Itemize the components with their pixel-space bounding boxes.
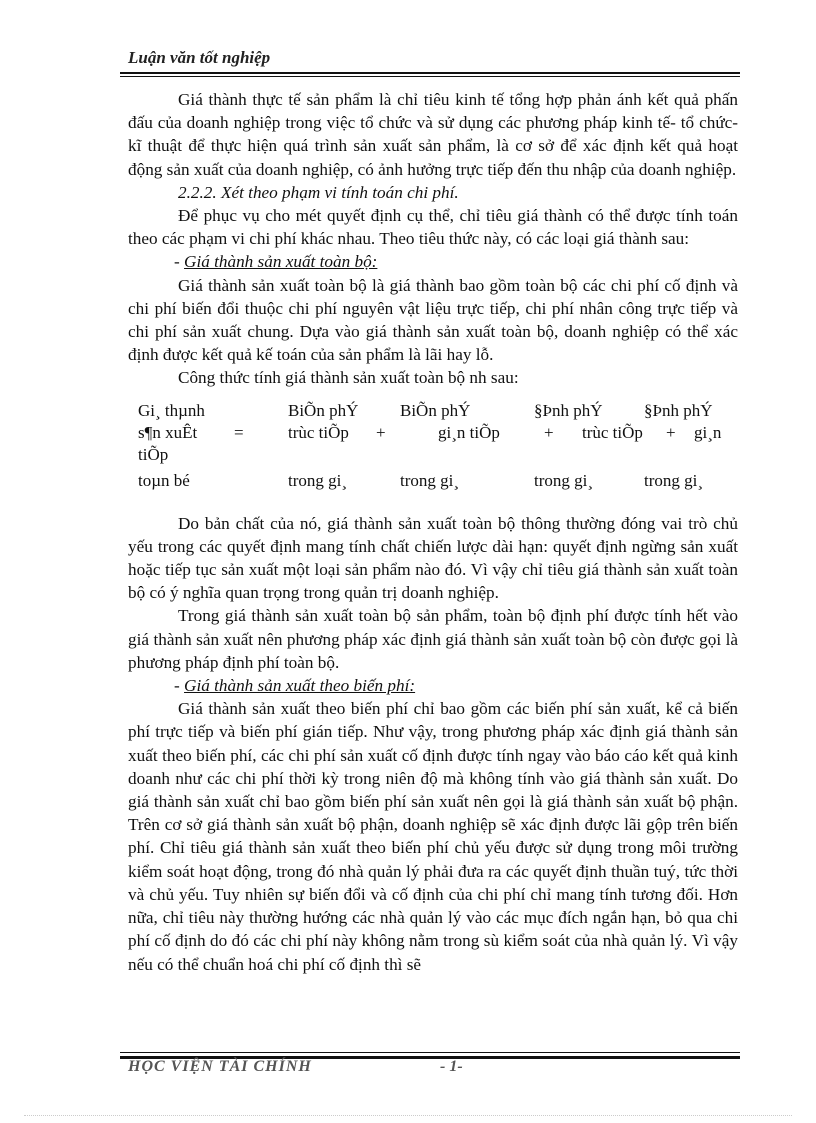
footer-organization: HỌC VIỆN TÀI CHÍNH xyxy=(128,1058,312,1075)
formula-term: trong gi¸ xyxy=(288,470,348,490)
page-edge-dotted-line xyxy=(24,1115,792,1116)
formula-plus: + xyxy=(666,422,676,442)
formula-plus: + xyxy=(376,422,386,442)
formula-term: Gi¸ thµnh xyxy=(138,400,205,420)
paragraph: Để phục vụ cho mét quyết định cụ thể, chỉ tiêu giá thành có thể được tính toán theo các phạm vi chi phí khác nhau. Theo tiêu thức này, có các loại giá thành sau: xyxy=(128,206,738,249)
subheading xyxy=(128,674,738,697)
formula-term: tiÕp xyxy=(138,444,169,464)
formula-term: trong gi¸ xyxy=(644,470,704,490)
formula-term: trong gi¸ xyxy=(400,470,460,490)
formula-term: gi¸n tiÕp xyxy=(438,422,500,442)
paragraph: Giá thành sản xuất theo biến phí chỉ bao gồm các biến phí sản xuất, kể cả biến phí trực tiếp và biến phí gián tiếp. Như vậy, trong phương pháp xác định giá thành sản xuất theo biến phí, các chi phí sản xuất cố định được tính ngay vào báo cáo kết quả kinh doanh như các chi phí thời kỳ trong niên độ mà không tính vào giá thành sản xuất. Do giá thành sản xuất chỉ bao gồm biến phí sản xuất nên gọi là giá thành sản xuất bộ phận. Trên cơ sở giá thành sản xuất bộ phận, doanh nghiệp sẽ xác định được lãi gộp trên biến phí. Chỉ tiêu giá thành sản xuất theo biến phí chủ yếu được sử dụng trong môi trường kiểm soát hoạt động, trong đó nhà quản lý phải đưa ra các quyết định thuần tuý, tức thời và chủ yếu. Tuy nhiên sự biến đổi và cố định của chi phí chỉ mang tính tương đối. Hơn nữa, chỉ tiêu này thường hướng các nhà quản lý vào các mục đích ngắn hạn, bỏ qua chi phí cố định do đó các chi phí này không nằm trong sù kiểm soát của nhà quản lý. Vì vậy nếu có thể chuẩn hoá chi phí cố định thì sẽ xyxy=(128,699,738,974)
formula-equals: = xyxy=(234,422,244,442)
formula-term: trong gi¸ xyxy=(534,470,594,490)
paragraph: Công thức tính giá thành sản xuất toàn bộ nh sau: xyxy=(178,368,519,388)
subheading-dash: - xyxy=(174,676,185,696)
formula-term: s¶n xuÊt xyxy=(138,422,198,442)
paragraph: Giá thành sản xuất toàn bộ là giá thành bao gồm toàn bộ các chi phí cố định và chi phí biến đổi thuộc chi phí nguyên vật liệu trực tiếp, chi phí nhân công trực tiếp và chi phí sản xuất chung. Dựa vào giá thành sản xuất toàn bộ, doanh nghiệp có thể xác định được kết quả kế toán của sản phẩm là lãi hay lỗ. xyxy=(128,275,738,365)
paragraph: Trong giá thành sản xuất toàn bộ sản phẩm, toàn bộ định phí được tính hết vào giá thành sản xuất nên phương pháp xác định giá thành sản xuất toàn bộ còn được gọi là phương pháp định phí toàn bộ. xyxy=(128,606,738,672)
subheading-title: Giá thành sản xuất toàn bộ: xyxy=(184,252,378,272)
paragraph: Do bản chất của nó, giá thành sản xuất toàn bộ thông thường đóng vai trò chủ yếu trong các quyết định mang tính chất chiến lược dài hạn: quyết định ngừng sản xuất hoặc tiếp tục sản xuất một loại sản phẩm nào đó. Vì vậy chỉ tiêu giá thành sản xuất toàn bộ có ý nghĩa quan trọng trong quản trị doanh nghiệp. xyxy=(128,513,738,603)
body-text xyxy=(128,88,738,976)
page-number: - 1- xyxy=(440,1058,463,1075)
formula-term: trùc tiÕp xyxy=(582,422,643,442)
header-rule-thick xyxy=(120,72,740,74)
formula-term: BiÕn phÝ xyxy=(400,400,471,420)
subheading-dash: - xyxy=(174,252,185,272)
section-heading: 2.2.2. Xét theo phạm vi tính toán chi phí. xyxy=(178,182,459,202)
formula-plus: + xyxy=(544,422,554,442)
header-rule-thin xyxy=(120,76,740,77)
paragraph: Giá thành thực tế sản phẩm là chỉ tiêu kinh tế tổng hợp phản ánh kết quả phấn đấu của doanh nghiệp trong việc tổ chức và sử dụng các phương pháp kinh tế- tổ chức- kĩ thuật để thực hiện quá trình sản xuất sản phẩm, là cơ sở để xác định kết quả hoạt động sản xuất của doanh nghiệp, có ảnh hưởng trực tiếp đến thu nhập của doanh nghiệp. xyxy=(128,90,738,179)
formula-term: §Þnh phÝ xyxy=(644,400,713,420)
formula-term: BiÕn phÝ xyxy=(288,400,359,420)
subheading-title: Giá thành sản xuất theo biến phí: xyxy=(184,676,416,696)
formula-term: trùc tiÕp xyxy=(288,422,349,442)
formula-term: §Þnh phÝ xyxy=(534,400,603,420)
formula-term: gi¸n xyxy=(694,422,722,442)
running-header: Luận văn tốt nghiệp xyxy=(128,48,271,67)
cost-formula xyxy=(138,400,738,498)
formula-term: toµn bé xyxy=(138,470,190,490)
subheading xyxy=(128,250,738,273)
footer-rule-thin xyxy=(120,1052,740,1053)
